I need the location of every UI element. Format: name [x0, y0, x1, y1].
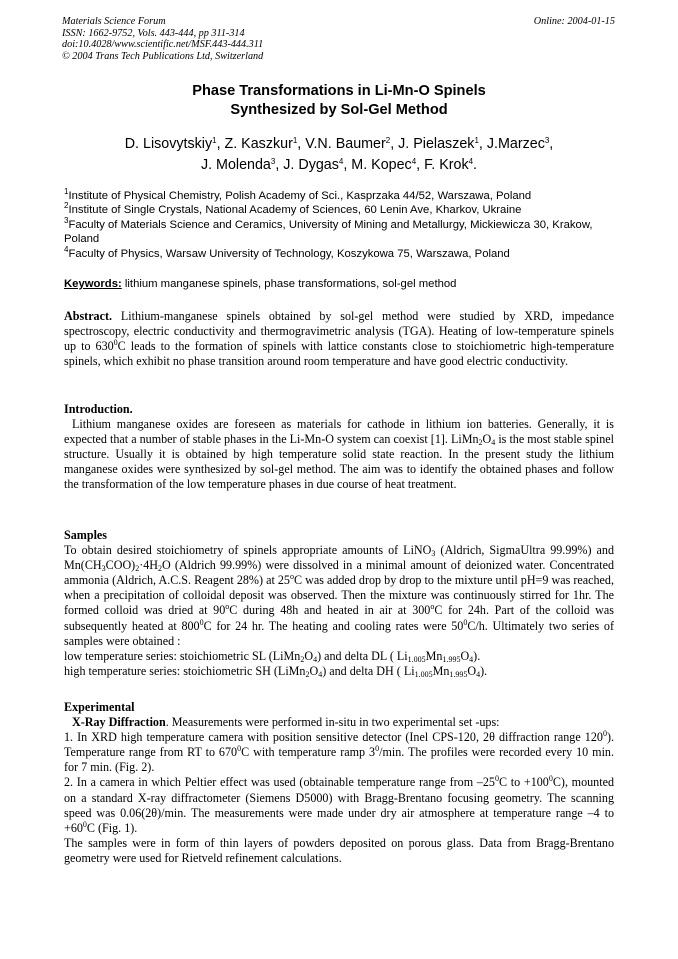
subscript: 1.005	[407, 654, 426, 664]
xrd-label: X-Ray Diffraction	[72, 715, 166, 730]
doi-line: doi:10.4028/www.scientific.net/MSF.443-444.311	[62, 39, 264, 51]
affiliation-2	[64, 203, 624, 217]
body-text: O	[309, 663, 319, 678]
body-text: C during 48h and heated in air at 300	[229, 603, 431, 618]
subscript: 4	[469, 654, 474, 664]
affiliation-mark: 4	[64, 244, 69, 254]
subscript: 1.995	[442, 654, 461, 664]
body-text: O	[467, 663, 477, 678]
body-text: O (Aldrich 99.99%) were dissolved in a minimal amount of deionized water. Concentrated ammonia (Aldrich, A.C.S. Reagent 28%) at 25	[64, 558, 614, 588]
body-text: ) and delta DL ( Li	[317, 648, 408, 663]
subscript: 2	[158, 564, 163, 574]
paper-title	[0, 82, 678, 120]
author-line-2	[40, 155, 638, 176]
body-text: O	[304, 648, 314, 663]
body-text: /min. The profiles were recorded every 10 min. for 7 min. (Fig. 2).	[64, 745, 614, 775]
body-text: Mn	[425, 648, 443, 663]
subscript: 1.995	[449, 669, 468, 679]
low-temperature-series	[64, 649, 614, 664]
affiliation-text: Institute of Single Crystals, National Academy of Sciences, 60 Lenin Ave, Kharkov, Ukraine	[68, 204, 522, 217]
superscript: 0	[237, 744, 242, 754]
superscript: o	[289, 572, 294, 582]
author-line-1	[40, 134, 638, 155]
superscript: o	[430, 602, 435, 612]
affiliation-mark: 3	[64, 215, 69, 225]
body-text: C for 24 hr. The heating and cooling rates were 50	[203, 618, 464, 633]
affiliation-text: Faculty of Materials Science and Ceramics, University of Mining and Metallurgy, Mickiewicza 30, Krakow, Poland	[64, 218, 593, 246]
body-text: high temperature series: stoichiometric SH (LiMn	[64, 663, 306, 678]
body-text: To obtain desired stoichiometry of spinels appropriate amounts of LiNO	[64, 543, 432, 558]
body-text: C for 24h. Part of the colloid was subsequently heated at 800	[64, 603, 614, 633]
affiliation-text: Institute of Physical Chemistry, Polish Academy of Sci., Kasprzaka 44/52, Warszawa, Poland	[68, 190, 532, 202]
affiliation-text: Faculty of Physics, Warsaw University of Technology, Koszykowa 75, Warszawa, Poland	[68, 247, 510, 260]
body-text: 1. In XRD high temperature camera with position sensitive detector (Inel CPS-120, 2θ diffraction range 120	[64, 730, 603, 745]
keywords-label: Keywords:	[64, 278, 122, 290]
author-list	[40, 134, 638, 176]
superscript: o	[225, 602, 230, 612]
author-name: J. Molenda	[200, 157, 271, 173]
introduction-heading: Introduction.	[64, 402, 133, 416]
subscript: 2	[300, 654, 305, 664]
affiliation-4	[64, 244, 624, 261]
affiliation-mark: 2	[64, 201, 69, 211]
subscript: 2	[478, 438, 483, 448]
author-affil-mark: 1	[292, 136, 298, 145]
body-text: O	[482, 432, 492, 447]
body-text: Mn	[432, 663, 450, 678]
introduction-section	[64, 402, 614, 493]
xrd-intro	[64, 715, 614, 730]
samples-paragraph	[64, 543, 614, 649]
subscript: 3	[101, 564, 106, 574]
abstract-section	[64, 309, 614, 369]
body-text: C (Fig. 1).	[86, 820, 138, 835]
subscript: 4	[476, 669, 481, 679]
experimental-section	[64, 700, 614, 866]
body-text: low temperature series: stoichiometric SL (LiMn	[64, 648, 301, 663]
body-text: C/h. Ultimately two series of samples were obtained :	[64, 618, 614, 648]
author-name: , M. Kopec	[343, 157, 412, 173]
superscript: 0	[199, 617, 204, 627]
body-text: ) and delta DH ( Li	[322, 663, 415, 678]
author-affil-mark: 1	[212, 136, 217, 145]
author-affil-mark: 4	[338, 157, 344, 166]
body-text: C), mounted on a standard X-ray diffractometer (Siemens D5000) with Bragg-Brentano focusing geometry. The scanning speed was 0.06(2θ)/min. The measurements were made under dry air atmosphere at temperature range –4 to +60	[64, 775, 615, 835]
journal-name: Materials Science Forum	[62, 16, 166, 27]
author-affil-mark: 3	[270, 157, 276, 166]
abstract-text: C leads to the formation of spinels with lattice constants close to stoichiometric high-temperature spinels, which exhibit no phase transition around room temperature and have good electric conductivity.	[64, 339, 614, 369]
author-affil-mark: 3	[544, 136, 550, 145]
high-temperature-series	[64, 664, 614, 679]
body-text: C was added drop by drop to the mixture until pH=9 was reached, when a precipitation of colloidal deposit was observed. Then the mixture was continuously stirred for 1hr. The formed colloid was dried at 90	[64, 573, 614, 618]
body-text: . Measurements were performed in-situ in two experimental set -ups:	[165, 715, 500, 730]
abstract-paragraph	[64, 309, 614, 369]
body-text: O	[460, 648, 470, 663]
body-text: ·4H	[139, 558, 159, 573]
author-separator: ,	[549, 136, 554, 152]
affiliation-1	[64, 189, 624, 203]
keywords	[64, 277, 624, 291]
author-separator: .	[473, 157, 478, 173]
superscript: 0	[375, 744, 380, 754]
xrd-setup-1	[64, 730, 614, 775]
samples-section	[64, 528, 614, 679]
body-text: is the most stable spinel structure. Usually it is obtained by high temperature solid state reaction. In the present study the lithium manganese oxides were synthesized by sol-gel method. The aim was to identify the obtained phases and follow the transformation of the low temperature phases in due course of heat treatment.	[64, 432, 614, 492]
superscript: 0	[602, 729, 607, 739]
superscript: 0	[494, 774, 499, 784]
affiliation-3	[64, 215, 624, 247]
abstract-text: Lithium-manganese spinels obtained by sol-gel method were studied by XRD, impedance spectroscopy, electric conductivity and thermogravimetric analysis (TGA). Heating of low-temperature spinels up to 630	[64, 309, 614, 354]
body-text: 2. In a camera in which Peltier effect was used (obtainable temperature range from –25	[64, 775, 495, 790]
abstract-label: Abstract.	[64, 309, 113, 323]
author-name: , V.N. Baumer	[297, 136, 386, 152]
journal-header	[62, 16, 263, 62]
xrd-setup-2	[64, 775, 614, 835]
subscript: 4	[491, 438, 496, 448]
subscript: 4	[313, 654, 318, 664]
subscript: 1.005	[414, 669, 433, 679]
author-affil-mark: 2	[385, 136, 391, 145]
title-line-1: Phase Transformations in Li-Mn-O Spinels	[192, 83, 486, 99]
author-affil-mark: 4	[411, 157, 417, 166]
superscript: 0	[82, 819, 87, 829]
author-name: , J. Dygas	[275, 157, 339, 173]
keywords-text: lithium manganese spinels, phase transformations, sol-gel method	[121, 278, 457, 290]
superscript: 0	[548, 774, 553, 784]
copyright-line: © 2004 Trans Tech Publications Ltd, Switzerland	[62, 50, 264, 62]
subscript: 3	[431, 549, 436, 559]
subscript: 4	[318, 669, 323, 679]
author-affil-mark: 4	[468, 157, 474, 166]
author-name: , J.Marzec	[478, 136, 545, 152]
superscript: 0	[463, 617, 468, 627]
author-name: , J. Pielaszek	[390, 136, 475, 152]
body-text: ).	[473, 648, 481, 663]
body-text: COO)	[105, 558, 136, 573]
body-text: C with temperature ramp 3	[241, 745, 376, 760]
title-line-2: Synthesized by Sol-Gel Method	[230, 102, 448, 118]
author-name: , F. Krok	[416, 157, 469, 173]
superscript: 0	[113, 338, 118, 348]
body-text: ).	[480, 663, 488, 678]
introduction-paragraph	[64, 417, 614, 492]
experimental-heading: Experimental	[64, 700, 135, 714]
body-text: C to +100	[498, 775, 549, 790]
samples-heading: Samples	[64, 528, 108, 542]
author-name: D. Lisovytskiy	[124, 136, 213, 152]
affiliations	[64, 189, 624, 261]
subscript: 2	[305, 669, 310, 679]
online-date: Online: 2004-01-15	[533, 16, 615, 27]
body-text: (Aldrich, SigmaUltra 99.99%) and Mn(CH	[64, 543, 614, 573]
body-text: ). Temperature range from RT to 670	[64, 730, 614, 760]
affiliation-mark: 1	[64, 187, 69, 196]
author-affil-mark: 1	[474, 136, 479, 145]
samples-note: The samples were in form of thin layers of powders deposited on porous glass. Data from Bragg-Brentano geometry were used for Rietveld refinement calculations.	[64, 835, 614, 865]
author-name: , Z. Kaszkur	[216, 136, 293, 152]
body-text: Lithium manganese oxides are foreseen as materials for cathode in lithium ion batteries. Generally, it is expected that a number of stable phases in the Li-Mn-O system can coexist [1]. LiMn	[64, 417, 614, 447]
subscript: 2	[135, 564, 140, 574]
issn-line: ISSN: 1662-9752, Vols. 443-444, pp 311-314	[62, 27, 245, 39]
